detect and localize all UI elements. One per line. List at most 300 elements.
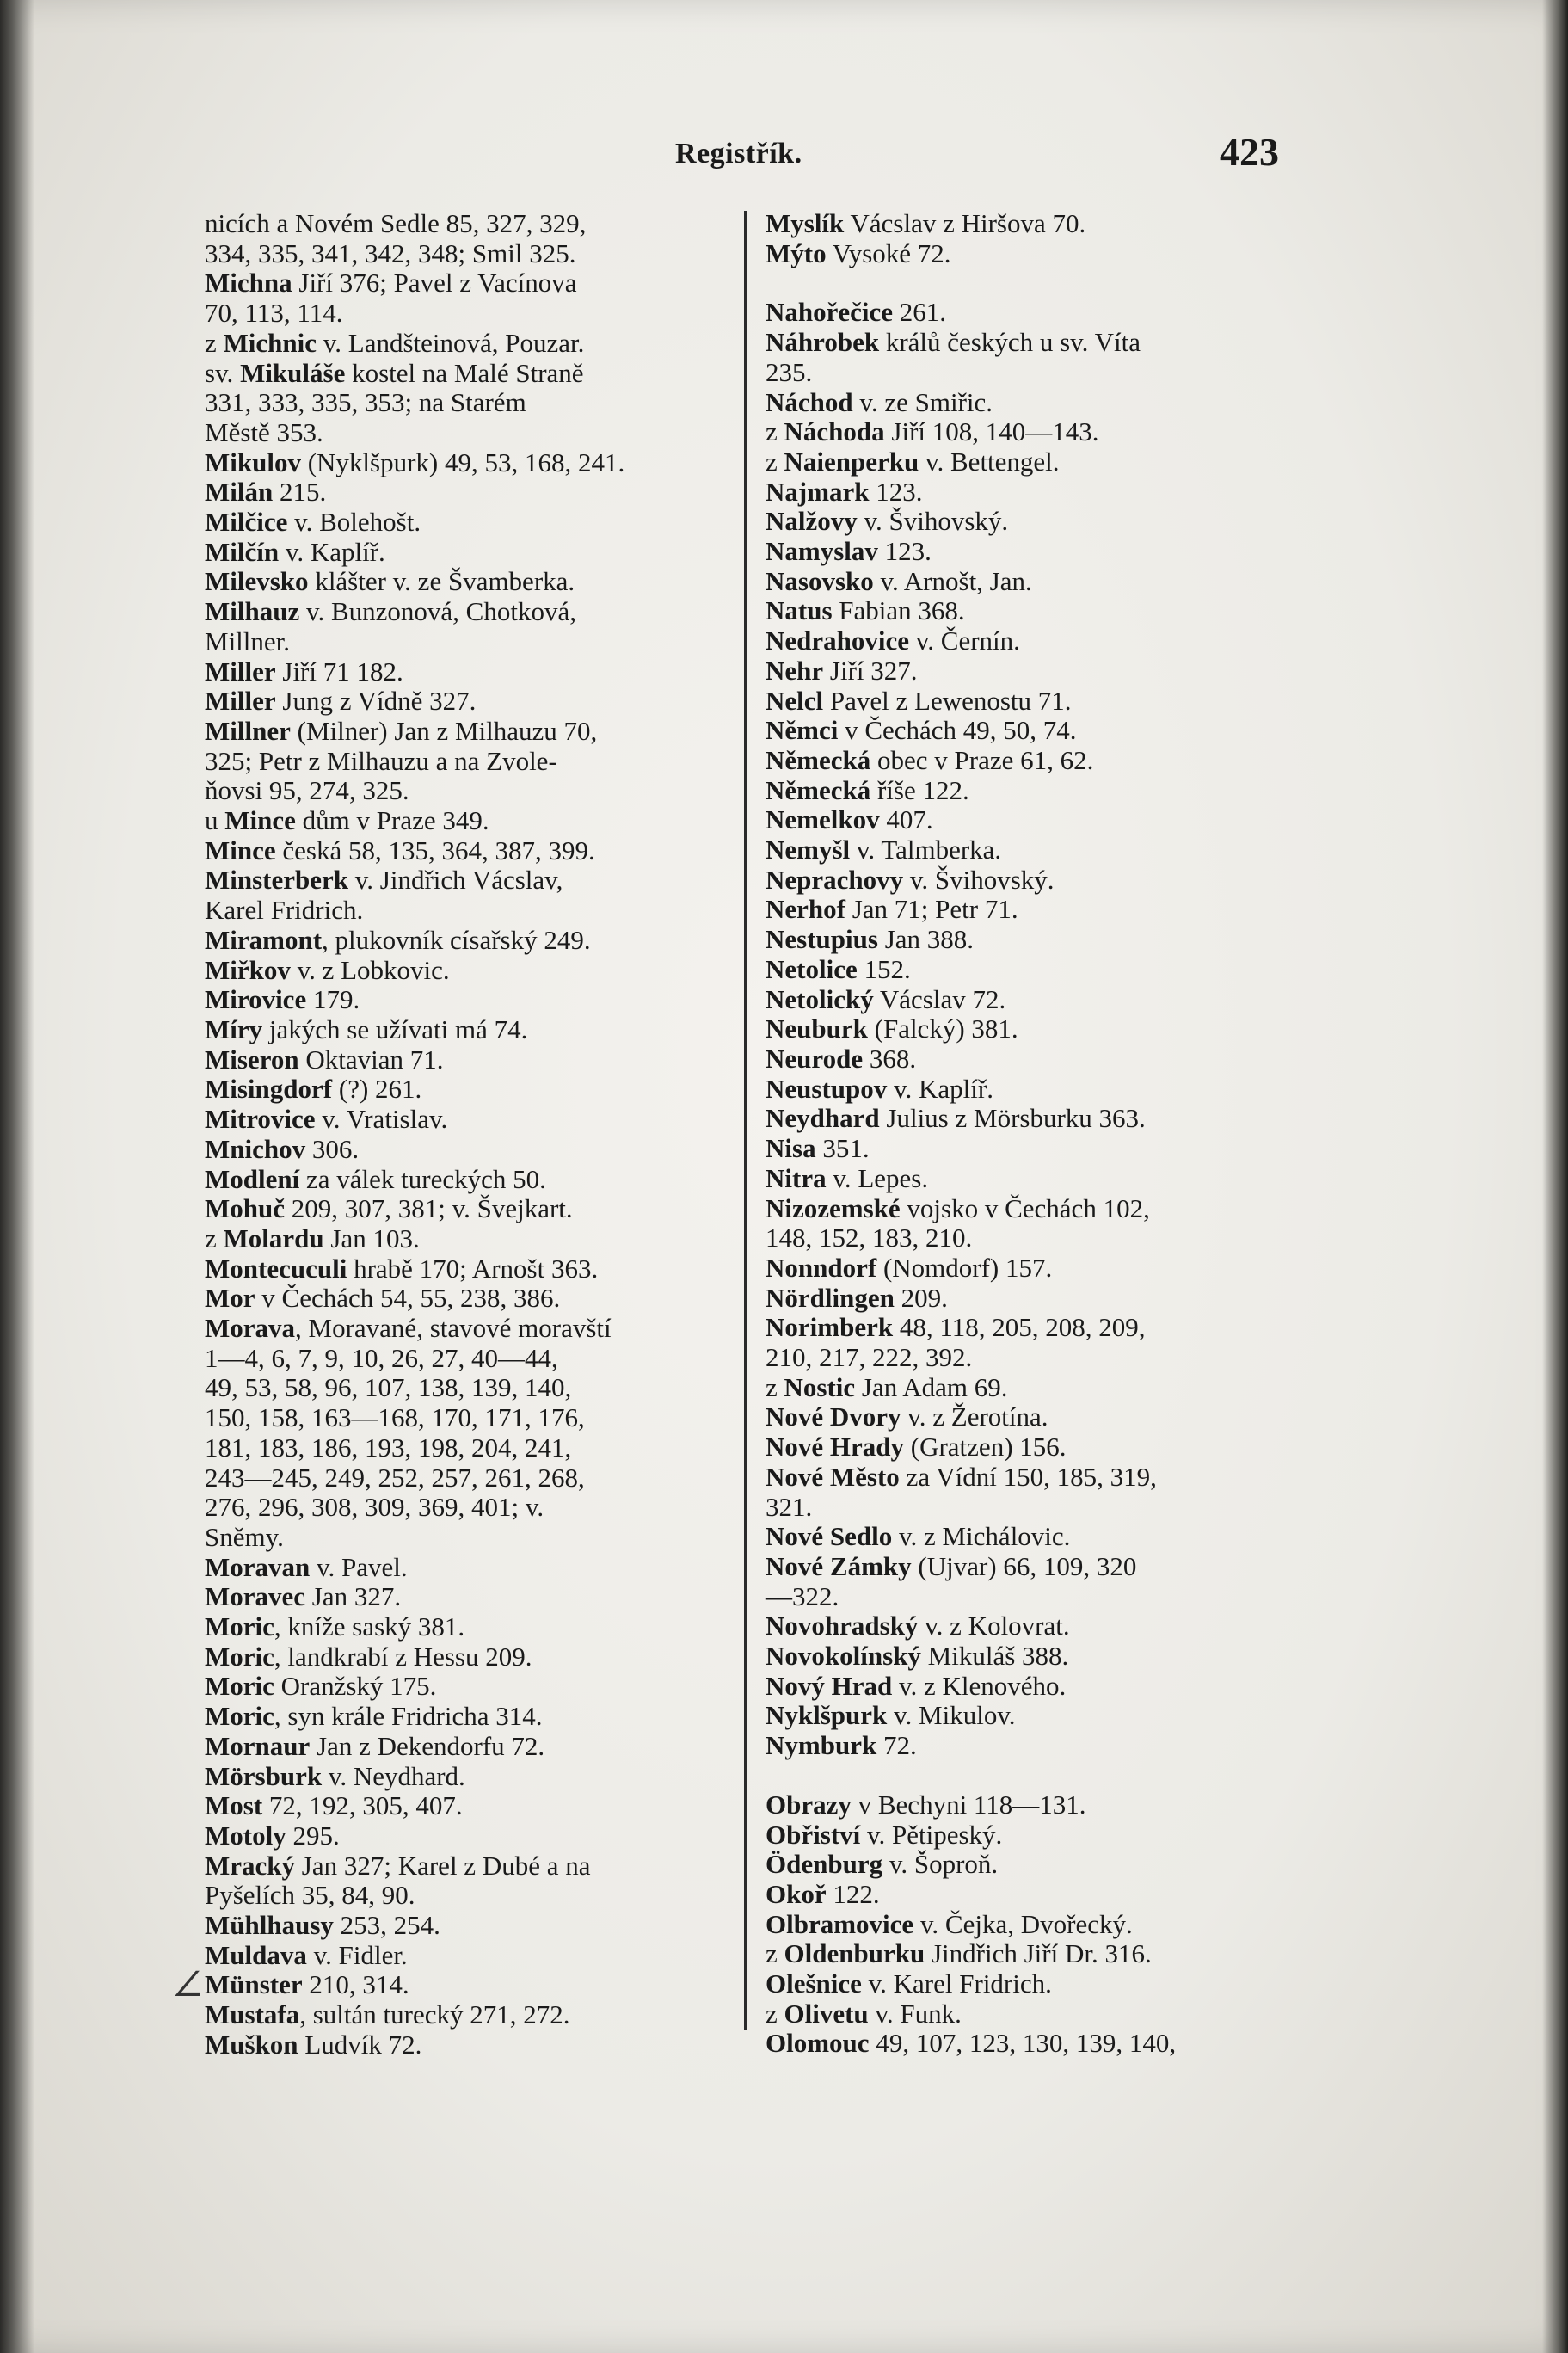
page-number: 423 bbox=[1220, 130, 1279, 174]
entry-headword: Novokolínský bbox=[766, 1641, 921, 1672]
entry-headword: Miller bbox=[205, 686, 276, 717]
index-entry bbox=[766, 447, 1282, 477]
index-entry bbox=[766, 507, 1282, 537]
index-entry bbox=[766, 1910, 1282, 1940]
entry-text: 72, 192, 305, 407. bbox=[262, 1790, 463, 1821]
entry-text: Jan z Dekendorfu 72. bbox=[310, 1730, 545, 1761]
entry-text: Jan 388. bbox=[877, 924, 975, 955]
entry-text: , syn krále Fridricha 314. bbox=[274, 1701, 543, 1732]
entry-text: , sultán turecký 271, 272. bbox=[299, 1999, 570, 2030]
entry-text: Jan 71; Petr 71. bbox=[845, 894, 1018, 925]
entry-text: Millner. bbox=[205, 625, 291, 656]
entry-text: v Čechách 49, 50, 74. bbox=[838, 715, 1077, 746]
index-entry-continuation bbox=[766, 1223, 1282, 1253]
entry-headword: Miseron bbox=[205, 1044, 299, 1075]
index-entry bbox=[766, 716, 1282, 746]
entry-headword: Mirovice bbox=[205, 984, 307, 1015]
index-entry bbox=[205, 1553, 721, 1583]
index-entry bbox=[205, 836, 721, 866]
entry-text: Jan Adam 69. bbox=[855, 1371, 1008, 1402]
entry-text: (Ujvar) 66, 109, 320 bbox=[911, 1550, 1137, 1581]
section-gap bbox=[766, 268, 1282, 298]
index-entry-continuation bbox=[205, 1433, 721, 1463]
entry-text: 351. bbox=[815, 1133, 870, 1164]
entry-text: králů českých u sv. Víta bbox=[879, 327, 1141, 358]
entry-headword: Olešnice bbox=[766, 1968, 862, 1999]
entry-text: 49, 53, 58, 96, 107, 138, 139, 140, bbox=[205, 1372, 572, 1403]
index-entry bbox=[766, 239, 1282, 269]
entry-text: v. Talmberka. bbox=[850, 835, 1002, 865]
entry-text: Městě 353. bbox=[205, 416, 323, 447]
index-entry bbox=[766, 1731, 1282, 1761]
entry-text: v. z Lobkovic. bbox=[290, 954, 450, 985]
index-entry bbox=[205, 538, 721, 568]
index-entry-continuation bbox=[766, 1493, 1282, 1523]
index-entry bbox=[766, 537, 1282, 567]
index-entry bbox=[766, 1313, 1282, 1343]
index-entry bbox=[766, 865, 1282, 896]
entry-headword: Mühlhausy bbox=[205, 1910, 334, 1941]
entry-headword: Mince bbox=[224, 805, 296, 836]
index-entry bbox=[766, 1672, 1282, 1702]
index-entry bbox=[766, 596, 1282, 626]
entry-headword: Nisa bbox=[766, 1133, 816, 1164]
entry-text: (Milner) Jan z Milhauzu 70, bbox=[290, 715, 598, 746]
entry-headword: Olivetu bbox=[784, 1998, 869, 2029]
index-entry bbox=[766, 2029, 1282, 2059]
index-entry bbox=[766, 1194, 1282, 1224]
index-entry bbox=[205, 2000, 721, 2030]
entry-text: za válek tureckých 50. bbox=[299, 1163, 546, 1194]
entry-text: za Vídní 150, 185, 319, bbox=[899, 1461, 1157, 1492]
entry-headword: Moric bbox=[205, 1611, 274, 1642]
entry-text: v Čechách 54, 55, 238, 386. bbox=[255, 1283, 561, 1314]
entry-text: v. z Kolovrat. bbox=[918, 1611, 1070, 1642]
entry-headword: Němci bbox=[766, 715, 839, 746]
entry-text: 70, 113, 114. bbox=[205, 298, 343, 329]
index-entry-continuation bbox=[205, 1403, 721, 1433]
entry-text: v. Mikulov. bbox=[887, 1700, 1016, 1731]
entry-headword: Milhauz bbox=[205, 596, 300, 627]
entry-text: v. Funk. bbox=[868, 1998, 962, 2029]
entry-text: Jan 327; Karel z Dubé a na bbox=[295, 1850, 591, 1881]
running-header-title: Registřík. bbox=[675, 138, 802, 169]
entry-text: 331, 333, 335, 353; na Starém bbox=[205, 387, 526, 418]
index-entry bbox=[766, 687, 1282, 717]
entry-text: v. Čejka, Dvořecký. bbox=[913, 1908, 1133, 1939]
entry-text: 243—245, 249, 252, 257, 261, 268, bbox=[205, 1462, 585, 1493]
index-entry-continuation bbox=[205, 896, 721, 926]
index-entry-continuation bbox=[766, 1582, 1282, 1612]
index-entry bbox=[766, 1044, 1282, 1075]
entry-headword: Miřkov bbox=[205, 954, 291, 985]
entry-headword: Olomouc bbox=[766, 2028, 870, 2059]
index-entry bbox=[205, 209, 721, 239]
entry-text: 210, 217, 222, 392. bbox=[766, 1342, 973, 1373]
index-entry bbox=[766, 776, 1282, 806]
index-entry bbox=[205, 1045, 721, 1075]
entry-text: v. Lepes. bbox=[826, 1162, 929, 1193]
index-entry bbox=[766, 567, 1282, 597]
index-entry bbox=[766, 1014, 1282, 1044]
entry-headword: Namyslav bbox=[766, 536, 878, 567]
entry-text: 235. bbox=[766, 356, 813, 387]
index-entry bbox=[205, 985, 721, 1015]
entry-headword: Molardu bbox=[223, 1223, 324, 1253]
entry-headword: Michna bbox=[205, 268, 292, 299]
entry-text: ňovsi 95, 274, 325. bbox=[205, 775, 409, 806]
entry-headword: Obrazy bbox=[766, 1789, 852, 1820]
entry-text: Pyšelích 35, 84, 90. bbox=[205, 1880, 415, 1911]
entry-headword: Most bbox=[205, 1790, 263, 1821]
index-entry bbox=[205, 1941, 721, 1971]
index-entry bbox=[205, 1075, 721, 1105]
index-entry-continuation bbox=[205, 239, 721, 269]
index-entry-continuation bbox=[205, 776, 721, 806]
index-entry bbox=[766, 1373, 1282, 1403]
entry-headword: Ödenburg bbox=[766, 1849, 883, 1880]
index-entry bbox=[766, 746, 1282, 776]
entry-text: (Nomdorf) 157. bbox=[876, 1252, 1053, 1283]
entry-text: 306. bbox=[305, 1133, 360, 1164]
entry-headword: Mnichov bbox=[205, 1133, 306, 1164]
entry-headword: Minsterberk bbox=[205, 865, 349, 896]
index-entry-continuation bbox=[205, 1493, 721, 1523]
index-entry bbox=[205, 268, 721, 299]
entry-text: Vácslav 72. bbox=[873, 983, 1006, 1014]
entry-text: jakých se užívati má 74. bbox=[262, 1013, 528, 1044]
index-entry bbox=[205, 687, 721, 717]
entry-headword: Míry bbox=[205, 1013, 263, 1044]
entry-text: 325; Petr z Milhauzu a na Zvole- bbox=[205, 745, 557, 776]
index-entry bbox=[766, 1463, 1282, 1493]
entry-headword: Nitra bbox=[766, 1162, 827, 1193]
entry-text: 215. bbox=[273, 477, 327, 508]
index-entry bbox=[205, 865, 721, 896]
entry-headword: Modlení bbox=[205, 1163, 300, 1194]
entry-headword: Mörsburk bbox=[205, 1760, 323, 1791]
index-entry bbox=[766, 1820, 1282, 1851]
index-entry bbox=[205, 717, 721, 747]
entry-headword: Muškon bbox=[205, 2029, 298, 2060]
entry-text: 122. bbox=[826, 1878, 880, 1909]
index-entry bbox=[766, 328, 1282, 358]
entry-headword: Německá bbox=[766, 744, 871, 775]
entry-text: Jan 103. bbox=[323, 1223, 420, 1253]
index-entry-continuation bbox=[205, 627, 721, 657]
entry-text: Oktavian 71. bbox=[298, 1044, 444, 1075]
entry-headword: Nové Hrady bbox=[766, 1432, 905, 1463]
index-entry bbox=[205, 597, 721, 627]
index-entry bbox=[205, 1851, 721, 1882]
entry-headword: Neuburk bbox=[766, 1013, 868, 1044]
entry-text: Jiří 327. bbox=[823, 655, 918, 686]
entry-headword: Michnic bbox=[223, 327, 317, 358]
entry-headword: Nizozemské bbox=[766, 1192, 901, 1223]
index-entry bbox=[205, 1970, 721, 2000]
index-entry bbox=[766, 1552, 1282, 1582]
entry-text: v. Bolehošt. bbox=[287, 507, 421, 538]
entry-headword: Olbramovice bbox=[766, 1908, 914, 1939]
entry-headword: Nymburk bbox=[766, 1730, 877, 1761]
entry-text: v. Bettengel. bbox=[919, 446, 1060, 477]
entry-prefix: z bbox=[766, 416, 784, 447]
index-entry bbox=[766, 1253, 1282, 1284]
entry-prefix: z bbox=[205, 1223, 224, 1253]
index-entry bbox=[766, 1284, 1282, 1314]
entry-text: Jan 327. bbox=[305, 1581, 402, 1612]
index-entry bbox=[205, 1165, 721, 1195]
index-entry-continuation bbox=[205, 1344, 721, 1374]
entry-text: , Moravané, stavové moravští bbox=[295, 1313, 612, 1344]
entry-text: klášter v. ze Švamberka. bbox=[308, 566, 575, 597]
entry-text: Sněmy. bbox=[205, 1521, 284, 1552]
entry-text: , landkrabí z Hessu 209. bbox=[274, 1641, 532, 1672]
index-entry bbox=[205, 1284, 721, 1314]
entry-text: 48, 118, 205, 208, 209, bbox=[893, 1312, 1146, 1343]
index-entry bbox=[766, 985, 1282, 1015]
entry-headword: Mikulov bbox=[205, 447, 301, 477]
entry-text: v. Vratislav. bbox=[315, 1104, 448, 1135]
entry-text: Karel Fridrich. bbox=[205, 895, 364, 926]
entry-headword: Nerhof bbox=[766, 894, 845, 925]
index-entry bbox=[766, 656, 1282, 687]
entry-headword: Náhrobek bbox=[766, 327, 880, 358]
page-edge-shadow-right bbox=[1542, 0, 1568, 2353]
entry-text: v. Černín. bbox=[909, 625, 1020, 656]
entry-headword: Nalžovy bbox=[766, 506, 858, 537]
entry-text: Pavel z Lewenostu 71. bbox=[823, 685, 1072, 716]
index-column-right bbox=[766, 209, 1282, 2059]
section-gap bbox=[766, 1761, 1282, 1790]
entry-prefix: u bbox=[205, 805, 225, 836]
entry-text: v. z Žerotína. bbox=[901, 1401, 1048, 1432]
entry-text: v. Šoproň. bbox=[882, 1849, 999, 1880]
index-entry bbox=[205, 448, 721, 478]
entry-headword: Mýto bbox=[766, 237, 827, 268]
entry-text: 72. bbox=[876, 1730, 917, 1761]
entry-text: (Falcký) 381. bbox=[867, 1013, 1018, 1044]
entry-text: 209, 307, 381; v. Švejkart. bbox=[285, 1193, 573, 1224]
entry-text: česká 58, 135, 364, 387, 399. bbox=[275, 835, 595, 865]
entry-headword: Neurode bbox=[766, 1043, 864, 1074]
entry-text: v. Švihovský. bbox=[903, 864, 1055, 895]
entry-prefix: z bbox=[766, 446, 784, 477]
index-entry bbox=[766, 298, 1282, 328]
entry-text: , kníže saský 381. bbox=[274, 1611, 465, 1642]
entry-text: v. z Michálovic. bbox=[892, 1521, 1071, 1552]
entry-headword: Millner bbox=[205, 715, 291, 746]
index-entry bbox=[766, 209, 1282, 239]
index-entry bbox=[766, 1075, 1282, 1105]
index-entry-continuation bbox=[205, 1463, 721, 1494]
entry-text: kostel na Malé Straně bbox=[345, 357, 584, 388]
index-entry-continuation bbox=[205, 747, 721, 777]
entry-headword: Mince bbox=[205, 835, 276, 865]
entry-text: —322. bbox=[766, 1580, 839, 1611]
entry-headword: Náchod bbox=[766, 386, 853, 417]
entry-text: 150, 158, 163—168, 170, 171, 176, bbox=[205, 1402, 585, 1433]
entry-headword: Münster bbox=[205, 1969, 303, 2000]
entry-text: 210, 314. bbox=[302, 1969, 409, 2000]
entry-headword: Neydhard bbox=[766, 1103, 880, 1134]
entry-text: 368. bbox=[863, 1043, 917, 1074]
index-entry bbox=[205, 1135, 721, 1165]
entry-headword: Mracký bbox=[205, 1850, 296, 1881]
entry-headword: Nové Sedlo bbox=[766, 1521, 893, 1552]
index-entry bbox=[766, 1790, 1282, 1820]
entry-text: dům v Praze 349. bbox=[295, 805, 489, 836]
entry-text: Mikuláš 388. bbox=[920, 1641, 1069, 1672]
entry-headword: Netolice bbox=[766, 953, 858, 984]
index-entry bbox=[205, 2030, 721, 2060]
entry-text: v. Arnošt, Jan. bbox=[873, 565, 1032, 596]
index-entry bbox=[766, 1134, 1282, 1164]
entry-headword: Nový Hrad bbox=[766, 1670, 893, 1701]
index-entry bbox=[205, 1582, 721, 1612]
index-entry bbox=[205, 1015, 721, 1045]
entry-text: Vácslav z Hiršova 70. bbox=[844, 208, 1086, 238]
entry-text: 123. bbox=[869, 476, 923, 507]
entry-text: 1—4, 6, 7, 9, 10, 26, 27, 40—44, bbox=[205, 1342, 558, 1373]
index-entry bbox=[766, 477, 1282, 508]
index-entry bbox=[205, 477, 721, 508]
entry-headword: Nové Dvory bbox=[766, 1401, 901, 1432]
entry-text: Ludvík 72. bbox=[298, 2029, 422, 2060]
margin-pencil-mark-icon: ∠ bbox=[169, 1962, 206, 2011]
index-entry bbox=[205, 1642, 721, 1672]
entry-text: 407. bbox=[879, 804, 933, 835]
index-entry-continuation bbox=[205, 1881, 721, 1911]
index-entry-continuation bbox=[205, 1523, 721, 1553]
index-entry bbox=[205, 956, 721, 986]
index-entry bbox=[205, 926, 721, 956]
index-entry bbox=[766, 1104, 1282, 1134]
entry-text: v. Karel Fridrich. bbox=[861, 1968, 1052, 1999]
entry-headword: Nestupius bbox=[766, 924, 878, 955]
entry-prefix: sv. bbox=[205, 357, 241, 388]
entry-headword: Mornaur bbox=[205, 1730, 311, 1761]
entry-headword: Nelcl bbox=[766, 685, 824, 716]
entry-headword: Moravan bbox=[205, 1551, 311, 1582]
index-entry bbox=[205, 1224, 721, 1254]
entry-headword: Nördlingen bbox=[766, 1282, 895, 1313]
entry-headword: Montecuculi bbox=[205, 1253, 347, 1284]
entry-headword: Morava bbox=[205, 1313, 296, 1344]
entry-headword: Moric bbox=[205, 1641, 274, 1672]
index-entry bbox=[766, 1939, 1282, 1969]
index-entry bbox=[205, 1762, 721, 1792]
index-entry-continuation bbox=[205, 418, 721, 448]
index-entry bbox=[205, 1702, 721, 1732]
entry-text: 152. bbox=[857, 953, 911, 984]
entry-headword: Nasovsko bbox=[766, 565, 874, 596]
entry-text: (Nyklšpurk) 49, 53, 168, 241. bbox=[300, 447, 625, 477]
entry-headword: Mikuláše bbox=[240, 357, 346, 388]
entry-headword: Nonndorf bbox=[766, 1252, 877, 1283]
index-entry bbox=[205, 1612, 721, 1642]
column-divider bbox=[744, 211, 747, 2030]
entry-text: v. Kaplíř. bbox=[279, 536, 385, 567]
entry-text: hrabě 170; Arnošt 363. bbox=[347, 1253, 599, 1284]
entry-headword: Muldava bbox=[205, 1939, 307, 1970]
entry-headword: Moric bbox=[205, 1701, 274, 1732]
index-entry bbox=[766, 925, 1282, 955]
entry-headword: Mustafa bbox=[205, 1999, 300, 2030]
entry-headword: Mitrovice bbox=[205, 1104, 316, 1135]
entry-text: v. Landšteinová, Pouzar. bbox=[317, 327, 585, 358]
entry-headword: Náchoda bbox=[784, 416, 885, 447]
entry-headword: Nyklšpurk bbox=[766, 1700, 888, 1731]
entry-text: v. Bunzonová, Chotková, bbox=[299, 596, 576, 627]
entry-headword: Okoř bbox=[766, 1878, 827, 1909]
index-entry bbox=[205, 1791, 721, 1821]
entry-headword: Myslík bbox=[766, 208, 845, 238]
index-entry-continuation bbox=[205, 299, 721, 329]
entry-text: v. Jindřich Vácslav, bbox=[348, 865, 563, 896]
index-entry-continuation bbox=[766, 1343, 1282, 1373]
index-entry-continuation bbox=[205, 1373, 721, 1403]
entry-text: 295. bbox=[286, 1820, 340, 1851]
entry-headword: Milán bbox=[205, 477, 274, 508]
index-entry bbox=[766, 1999, 1282, 2030]
entry-text: v. Fidler. bbox=[306, 1939, 408, 1970]
entry-text: Oranžský 175. bbox=[274, 1671, 437, 1702]
index-entry bbox=[205, 1821, 721, 1851]
entry-headword: Nové Zámky bbox=[766, 1550, 912, 1581]
index-entry bbox=[205, 329, 721, 359]
entry-text: Jiří 71 182. bbox=[275, 656, 403, 687]
entry-headword: Nehr bbox=[766, 655, 824, 686]
entry-text: 261. bbox=[893, 297, 947, 328]
entry-text: v. Pavel. bbox=[310, 1551, 408, 1582]
index-entry bbox=[205, 1254, 721, 1284]
entry-headword: Neustupov bbox=[766, 1073, 888, 1104]
index-entry bbox=[766, 1522, 1282, 1552]
index-entry-continuation bbox=[766, 358, 1282, 388]
entry-headword: Neprachovy bbox=[766, 864, 904, 895]
entry-text: vojsko v Čechách 102, bbox=[900, 1192, 1150, 1223]
entry-text: Jindřich Jiří Dr. 316. bbox=[925, 1938, 1152, 1969]
entry-headword: Nahořečice bbox=[766, 297, 894, 328]
entry-headword: Naienperku bbox=[784, 446, 919, 477]
entry-headword: Oldenburku bbox=[784, 1938, 925, 1969]
index-entry bbox=[205, 806, 721, 836]
index-entry bbox=[205, 1911, 721, 1941]
entry-headword: Najmark bbox=[766, 476, 870, 507]
entry-text: v. Kaplíř. bbox=[887, 1073, 993, 1104]
entry-text: Jiří 108, 140—143. bbox=[884, 416, 1099, 447]
entry-text: 148, 152, 183, 210. bbox=[766, 1223, 973, 1253]
entry-text: 253, 254. bbox=[333, 1910, 440, 1941]
index-entry bbox=[766, 1164, 1282, 1194]
index-entry bbox=[766, 1642, 1282, 1672]
index-entry bbox=[766, 388, 1282, 418]
entry-prefix: z bbox=[766, 1371, 784, 1402]
index-entry bbox=[205, 1732, 721, 1762]
entry-headword: Nedrahovice bbox=[766, 625, 910, 656]
entry-text: (Gratzen) 156. bbox=[904, 1432, 1067, 1463]
entry-text: 209. bbox=[894, 1282, 948, 1313]
entry-headword: Novohradský bbox=[766, 1611, 919, 1642]
entry-text: v Bechyni 118—131. bbox=[851, 1789, 1086, 1820]
index-entry bbox=[766, 1880, 1282, 1910]
index-entry bbox=[766, 895, 1282, 925]
entry-text: v. Pětipeský. bbox=[860, 1819, 1003, 1850]
index-entry bbox=[205, 508, 721, 538]
index-entry bbox=[766, 1432, 1282, 1463]
entry-text: v. Švihovský. bbox=[857, 506, 1009, 537]
